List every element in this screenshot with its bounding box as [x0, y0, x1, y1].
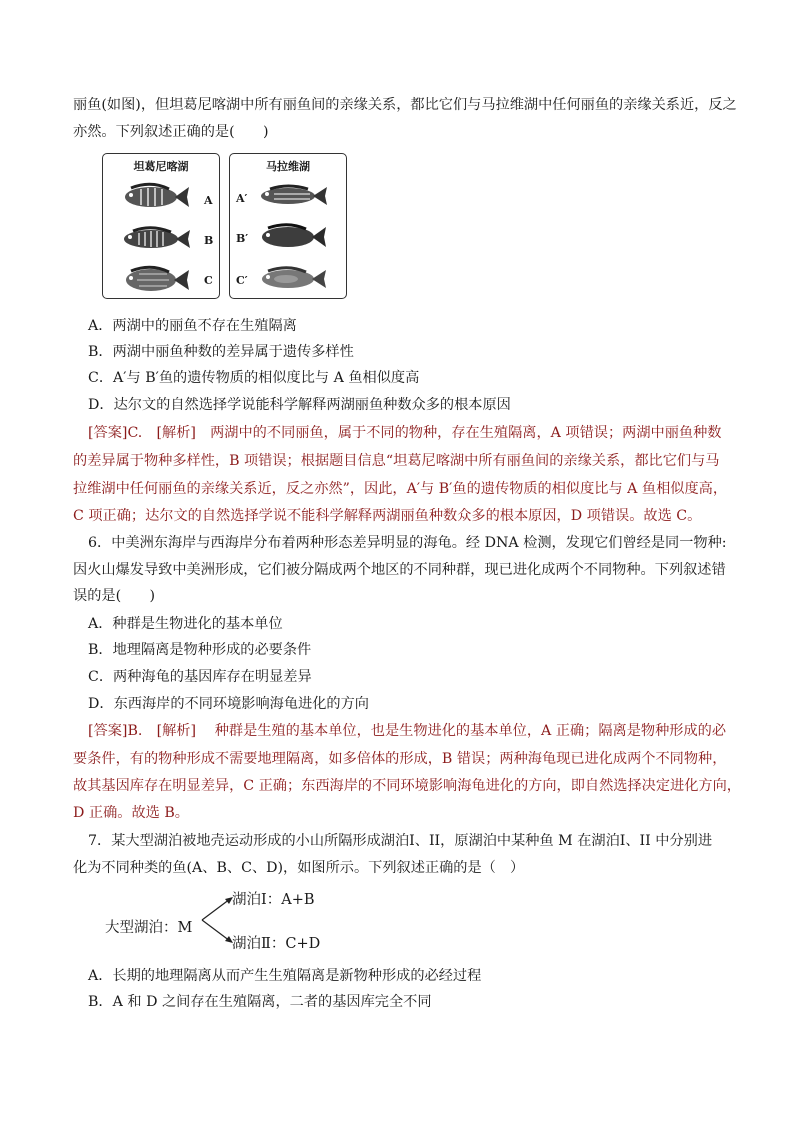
fish-a-icon [119, 182, 191, 212]
q6-stem-line-3: 误的是( ) [73, 588, 156, 604]
q6-stem-line-1: 6．中美洲东海岸与西海岸分布着两种形态差异明显的海龟。经 DNA 检测，发现它们曾经是同一物种: [88, 535, 727, 551]
fish-label-a-prime: A′ [236, 192, 248, 205]
q6-option-c: C．两种海龟的基因库存在明显差异 [88, 669, 312, 685]
q6-answer-line-2: 要条件，有的物种形成不需要地理隔离，如多倍体的形成，B 错误；两种海龟现已进化成两个不同物种， [73, 751, 727, 767]
q6-stem-line-2: 因火山爆发导致中美洲形成，它们被分隔成两个地区的不同种群，现已进化成两个不同物种。下列叙述错 [73, 562, 726, 578]
fish-a-prime-icon [256, 182, 328, 210]
diagram-lake-2-label: 湖泊Ⅱ：C+D [232, 936, 321, 952]
q5-stem-line-2: 亦然。下列叙述正确的是( ) [73, 124, 269, 140]
q7-stem-line-1: 7．某大型湖泊被地壳运动形成的小山所隔形成湖泊Ⅰ、II，原湖泊中某种鱼 M 在湖泊Ⅰ、II 中分别进 [88, 833, 713, 849]
q7-stem-line-2: 化为不同种类的鱼(A、B、C、D)，如图所示。下列叙述正确的是（ ） [73, 860, 525, 876]
q5-stem-line-1: 丽鱼(如图)，但坦葛尼喀湖中所有丽鱼间的亲缘关系，都比它们与马拉维湖中任何丽鱼的亲缘关系近，反之 [73, 97, 737, 113]
q6-answer-line-3: 故其基因库存在明显差异，C 正确；东西海岸的不同环境影响海龟进化的方向，即自然选择决定进化方向， [73, 778, 741, 794]
fish-c-prime-icon [256, 264, 328, 294]
figure-left-panel [102, 153, 220, 299]
q5-answer-line-2: 的差异属于物种多样性，B 项错误；根据题目信息“坦葛尼喀湖中所有丽鱼间的亲缘关系，都比它们与马 [73, 453, 720, 469]
figure-right-title: 马拉维湖 [266, 160, 310, 173]
q7-option-a: A．长期的地理隔离从而产生生殖隔离是新物种形成的必经过程 [88, 968, 482, 984]
q6-option-b: B．地理隔离是物种形成的必要条件 [88, 642, 312, 658]
diagram-branch-arrows [200, 893, 236, 947]
diagram-lake-1-label: 湖泊Ⅰ：A+B [232, 892, 315, 908]
fish-label-a: A [204, 194, 213, 207]
q5-answer-line-1: [答案]C. [解析] 两湖中的不同丽鱼，属于不同的物种，存在生殖隔离，A 项错误；两湖中丽鱼种数 [88, 425, 722, 441]
q5-answer-line-3: 拉维湖中任何丽鱼的亲缘关系近，反之亦然”，因此，A′与 B′鱼的遗传物质的相似度比与 A 鱼相似度高， [73, 481, 728, 497]
q6-answer-line-1: [答案]B. [解析] 种群是生殖的基本单位，也是生物进化的基本单位，A 正确；隔离是物种形成的必 [88, 723, 727, 739]
figure-left-title: 坦葛尼喀湖 [133, 160, 189, 173]
fish-c-icon [119, 264, 191, 296]
fish-b-icon [119, 224, 191, 254]
q5-answer-line-4: C 项正确；达尔文的自然选择学说不能科学解释两湖丽鱼种数众多的根本原因，D 项错误。故选 C。 [73, 508, 702, 524]
q7-option-b: B．A 和 D 之间存在生殖隔离，二者的基因库完全不同 [88, 994, 432, 1010]
fish-b-prime-icon [256, 222, 328, 252]
figure-right-panel [229, 153, 347, 299]
q5-option-a: A．两湖中的丽鱼不存在生殖隔离 [88, 318, 297, 334]
diagram-source-label: 大型湖泊：M [105, 920, 193, 936]
fish-label-b-prime: B′ [236, 232, 249, 245]
fish-label-c-prime: C′ [236, 274, 248, 287]
q5-option-c: C．A′与 B′鱼的遗传物质的相似度比与 A 鱼相似度高 [88, 370, 420, 386]
fish-label-b: B [204, 234, 214, 247]
q6-option-a: A．种群是生物进化的基本单位 [88, 616, 283, 632]
fish-label-c: C [204, 274, 213, 287]
q5-option-d: D．达尔文的自然选择学说能科学解释两湖丽鱼种数众多的根本原因 [88, 397, 511, 413]
q6-answer-line-4: D 正确。故选 B。 [73, 805, 189, 821]
q5-option-b: B．两湖中丽鱼种数的差异属于遗传多样性 [88, 344, 354, 360]
q6-option-d: D．东西海岸的不同环境影响海龟进化的方向 [88, 696, 369, 712]
